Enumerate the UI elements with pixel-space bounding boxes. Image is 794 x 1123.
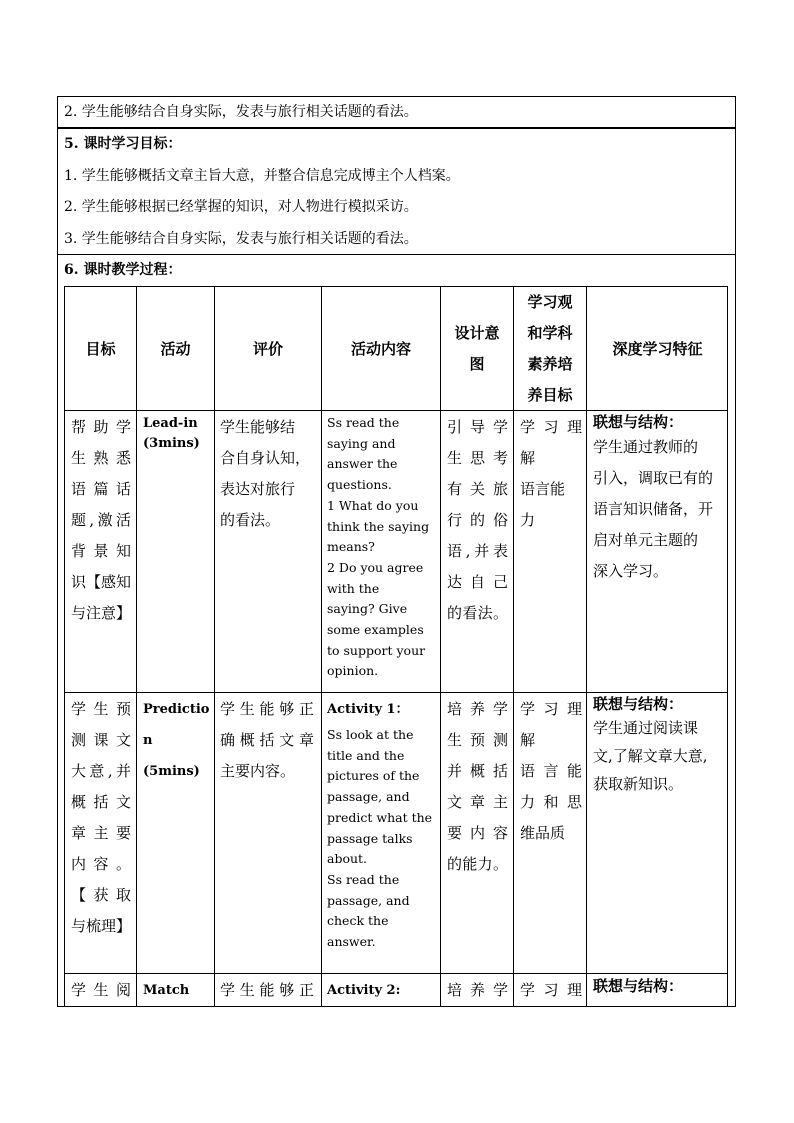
text-line: 合自身认知， (220, 449, 311, 467)
section-5-title: 5. 课时学习目标： (64, 136, 182, 152)
header-literacy-line: 学习观 (527, 292, 573, 311)
text-line: think the saying (327, 518, 430, 534)
text-line: 语言知识储备，开 (593, 500, 714, 518)
header-intent-line: 设计意 (454, 323, 500, 342)
text-line: 学习理 (520, 700, 582, 718)
goal-row-1 (57, 160, 736, 192)
text-line: 文,了解文章大意, (593, 747, 708, 765)
text-line: 维品质 (520, 824, 566, 842)
header-literacy-line: 和学科 (527, 323, 573, 342)
goal-text-2: 2. 学生能够根据已经掌握的知识，对人物进行模拟采访。 (64, 199, 418, 215)
header-activity: 活动 (160, 340, 191, 358)
text-line: 帮助学 (71, 418, 131, 436)
text-line: 深入学习。 (593, 562, 669, 580)
row3-deep-learning-title: 联想与结构： (593, 977, 684, 995)
activity-title: Activity 1： (327, 702, 409, 717)
text-line: 【获取 (71, 886, 131, 904)
text-line: means? (327, 539, 375, 555)
text-line: 引入，调取已有的 (593, 469, 714, 487)
text-line: passage talks (327, 830, 413, 846)
text-line: some examples (327, 622, 424, 638)
row2-literacy (520, 694, 582, 849)
text-line: answer. (327, 934, 376, 950)
text-line: saying and (327, 435, 396, 451)
text-line: 行的俗 (447, 511, 508, 529)
text-line: 语,并表 (447, 542, 508, 560)
objective-row-2 (57, 96, 736, 128)
row1-activity (143, 414, 213, 454)
text-line: 与注意】 (71, 604, 131, 622)
section-5-row (57, 128, 736, 160)
row3-content-title: Activity 2: (327, 983, 401, 998)
text-line: 学生能够正 (220, 700, 314, 718)
header-content: 活动内容 (350, 340, 411, 358)
text-line: to support your (327, 642, 426, 658)
header-literacy-line: 养目标 (527, 385, 573, 404)
text-line: with the (327, 580, 380, 596)
text-line: 引导学 (447, 418, 508, 436)
row1-goal (71, 412, 131, 629)
text-line: 文章主 (447, 793, 508, 811)
text-line: 学生预 (71, 700, 131, 718)
text-line: passage, and (327, 892, 410, 908)
text-line: Lead-in (143, 416, 198, 431)
text-line: 2 Do you agree (327, 559, 424, 575)
text-line: 有关旅 (447, 480, 508, 498)
text-line: (5mins) (143, 764, 200, 779)
text-line: 确概括文章 (220, 731, 314, 749)
text-line: 主要内容。 (220, 762, 296, 780)
text-line: about. (327, 851, 368, 867)
text-line: 学生通过教师的 (593, 438, 699, 456)
row2-intent (447, 694, 508, 880)
goal-row-3 (57, 223, 736, 255)
row1-evaluation (220, 412, 320, 536)
text-line: 力和思 (520, 793, 582, 811)
text-line: 并概括 (447, 762, 508, 780)
text-line: 章主要 (71, 824, 131, 842)
text-line: 解 (520, 449, 536, 467)
text-line: 的看法。 (220, 511, 281, 529)
text-line: 的看法。 (447, 604, 508, 622)
row3-goal: 学生阅 (71, 981, 131, 999)
text-line: 学习理 (520, 418, 582, 436)
text-line: Ss look at the (327, 727, 414, 742)
deep-learning-title: 联想与结构： (593, 413, 684, 431)
text-line: pictures of the (327, 768, 420, 784)
grid-line (64, 692, 728, 693)
row3-evaluation: 学生能够正 (220, 981, 314, 999)
text-line: Predictio (143, 702, 210, 717)
section-6-title: 6. 课时教学过程： (64, 262, 182, 278)
row1-intent (447, 412, 508, 629)
text-line: saying? Give (327, 601, 408, 617)
text-line: predict what the (327, 809, 433, 825)
row1-content (327, 413, 437, 682)
text-line: check the (327, 913, 389, 929)
text-line: 学生通过阅读课 (593, 719, 699, 737)
text-line: questions. (327, 477, 392, 493)
text-line: 与梳理】 (71, 917, 131, 935)
text-line: 力 (520, 511, 536, 529)
text-line: 生预测 (447, 731, 508, 749)
row2-goal (71, 694, 131, 942)
grid-line (64, 973, 728, 974)
text-line: 解 (520, 731, 536, 749)
text-line: 概括文 (71, 793, 131, 811)
text-line: 大意,并 (71, 762, 131, 780)
row3-literacy: 学习理 (520, 981, 582, 999)
row3-activity: Match (143, 983, 190, 998)
text-line: 测课文 (71, 731, 131, 749)
text-line: (3mins) (143, 436, 200, 451)
text-line: Ss read the (327, 871, 400, 887)
text-line: 生熟悉 (71, 449, 131, 467)
goal-text-3: 3. 学生能够结合自身实际，发表与旅行相关话题的看法。 (64, 231, 418, 247)
header-intent-line: 图 (469, 354, 485, 373)
text-line: 识【感知 (71, 573, 131, 591)
text-line: 要内容 (447, 824, 508, 842)
section-6-row (57, 255, 736, 286)
text-line: passage, and (327, 789, 410, 805)
goal-text-1: 1. 学生能够概括文章主旨大意，并整合信息完成博主个人档案。 (64, 168, 460, 184)
text-line: opinion. (327, 663, 379, 679)
text-line: n (143, 733, 153, 748)
row2-deep-learning (593, 694, 725, 798)
header-evaluation: 评价 (252, 340, 283, 358)
header-literacy (514, 287, 586, 410)
header-literacy-line: 素养培 (527, 354, 573, 373)
text-line: 内容。 (71, 855, 131, 873)
text-line: 语言能 (520, 480, 566, 498)
row2-evaluation (220, 694, 314, 787)
text-line: 1 What do you (327, 497, 419, 513)
text-line: 语篇话 (71, 480, 131, 498)
header-deep-learning: 深度学习特征 (612, 340, 703, 358)
deep-learning-title: 联想与结构： (593, 695, 684, 713)
text-line: 题,激活 (71, 511, 131, 529)
text-line: 达自己 (447, 573, 508, 591)
header-intent (441, 287, 513, 410)
text-line: 学生能够结 (220, 418, 296, 436)
row3-intent: 培养学 (447, 981, 508, 999)
row2-activity (143, 694, 213, 787)
text-line: 启对单元主题的 (593, 531, 699, 549)
objective-text-2: 2. 学生能够结合自身实际，发表与旅行相关话题的看法。 (64, 104, 418, 120)
text-line: 表达对旅行 (220, 480, 296, 498)
row1-literacy (520, 412, 582, 536)
text-line: 培养学 (447, 700, 508, 718)
text-line: Ss read the (327, 415, 400, 430)
grid-line (64, 410, 728, 411)
text-line: 语言能 (520, 762, 582, 780)
text-line: answer the (327, 456, 398, 472)
header-goal: 目标 (85, 340, 116, 358)
goal-row-2 (57, 192, 736, 223)
text-line: 获取新知识。 (593, 775, 684, 793)
divider-before-section-5 (57, 128, 736, 129)
text-line: 背景知 (71, 542, 131, 560)
text-line: 的能力。 (447, 855, 508, 873)
text-line: 生思考 (447, 449, 508, 467)
text-line: title and the (327, 747, 405, 763)
row1-deep-learning (593, 412, 725, 587)
row2-content (327, 694, 437, 953)
